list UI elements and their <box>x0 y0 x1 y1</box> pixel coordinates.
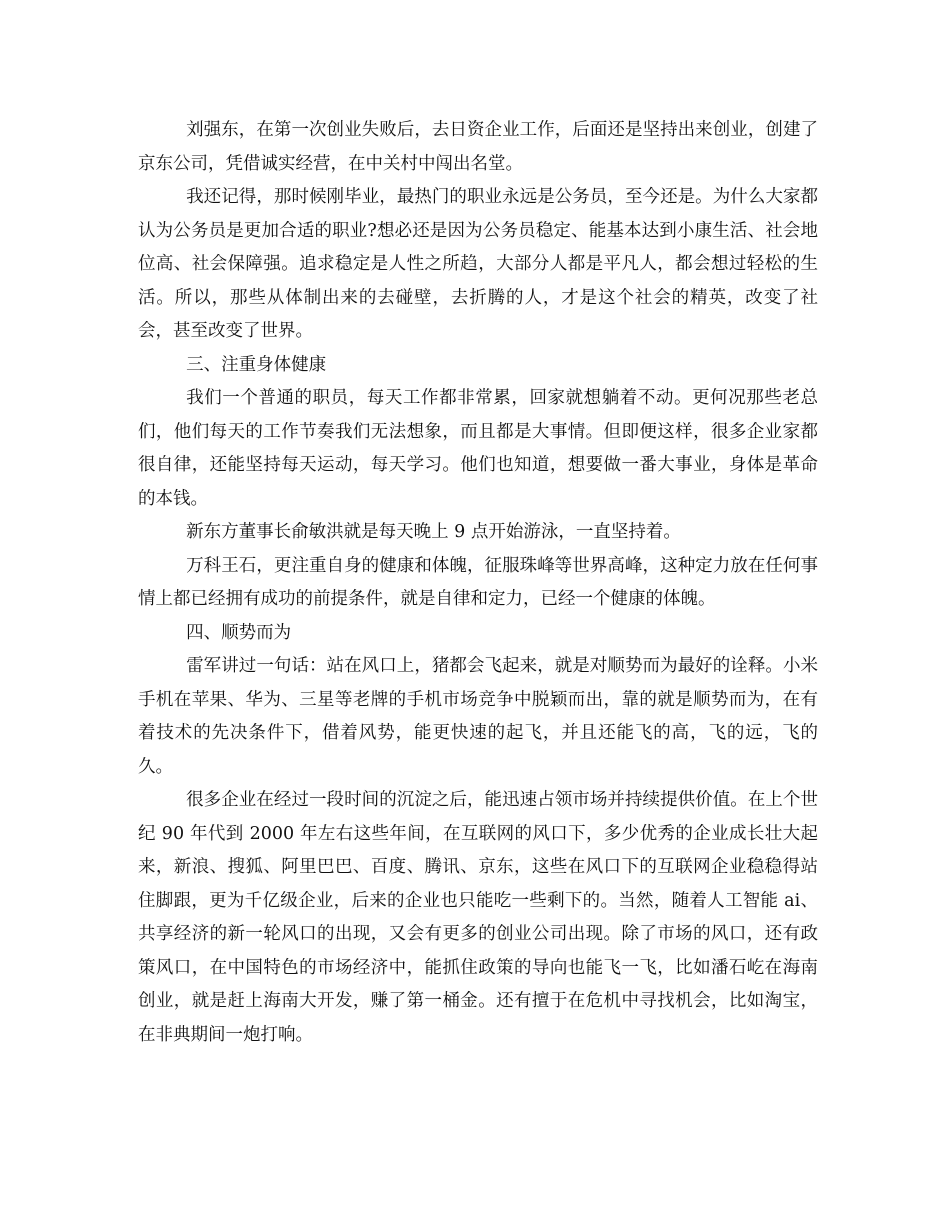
paragraph-lei-jun: 雷军讲过一句话：站在风口上，猪都会飞起来，就是对顺势而为最好的诠释。小米手机在苹果、华为、三星等老牌的手机市场竞争中脱颖而出，靠的就是顺势而为，在有着技术的先决条件下，借着风势，能更快速的起飞，并且还能飞的高，飞的远，飞的久。 <box>138 656 818 777</box>
paragraph-internet-wave: 很多企业在经过一段时间的沉淀之后，能迅速占领市场并持续提供价值。在上个世纪 90 年代到 2000 年左右这些年间，在互联网的风口下，多少优秀的企业成长壮大起来，新浪、搜狐、阿里巴巴、百度、腾讯、京东，这些在风口下的互联网企业稳稳得站住脚跟，更为千亿级企业，后来的企业也只能吃一些剩下的。当然，随着人工智能 ai、共享经济的新一轮风口的出现，又会有更多的创业公司出现。除了市场的风口，还有政策风口，在中国特色的市场经济中，能抓住政策的导向也能飞一飞，比如潘石屹在海南创业，就是赶上海南大开发，赚了第一桶金。还有擅于在危机中寻找机会，比如淘宝，在非典期间一炮打响。 <box>138 790 818 1045</box>
paragraph-yu-minhong: 新东方董事长俞敏洪就是每天晚上 9 点开始游泳，一直坚持着。 <box>186 522 681 542</box>
paragraph-self-discipline: 我们一个普通的职员，每天工作都非常累，回家就想躺着不动。更何况那些老总们，他们每天的工作节奏我们无法想象，而且都是大事情。但即便这样，很多企业家都很自律，还能坚持每天运动，每天学习。他们也知道，想要做一番大事业，身体是革命的本钱。 <box>138 388 818 509</box>
paragraph-civil-servant: 我还记得，那时候刚毕业，最热门的职业永远是公务员，至今还是。为什么大家都认为公务员是更加合适的职业?想必还是因为公务员稳定、能基本达到小康生活、社会地位高、社会保障强。追求稳定是人性之所趋，大部分人都是平凡人，都会想过轻松的生活。所以，那些从体制出来的去碰壁，去折腾的人，才是这个社会的精英，改变了社会，甚至改变了世界。 <box>138 187 818 341</box>
section-heading-health: 三、注重身体健康 <box>186 354 327 375</box>
section-heading-momentum: 四、顺势而为 <box>186 622 292 643</box>
paragraph-wang-shi: 万科王石，更注重自身的健康和体魄，征服珠峰等世界高峰，这种定力放在任何事情上都已经拥有成功的前提条件，就是自律和定力，已经一个健康的体魄。 <box>138 555 818 609</box>
document-body <box>138 114 818 1052</box>
paragraph-liu-qiangdong: 刘强东，在第一次创业失败后，去日资企业工作，后面还是坚持出来创业，创建了京东公司，凭借诚实经营，在中关村中闯出名堂。 <box>138 120 818 174</box>
